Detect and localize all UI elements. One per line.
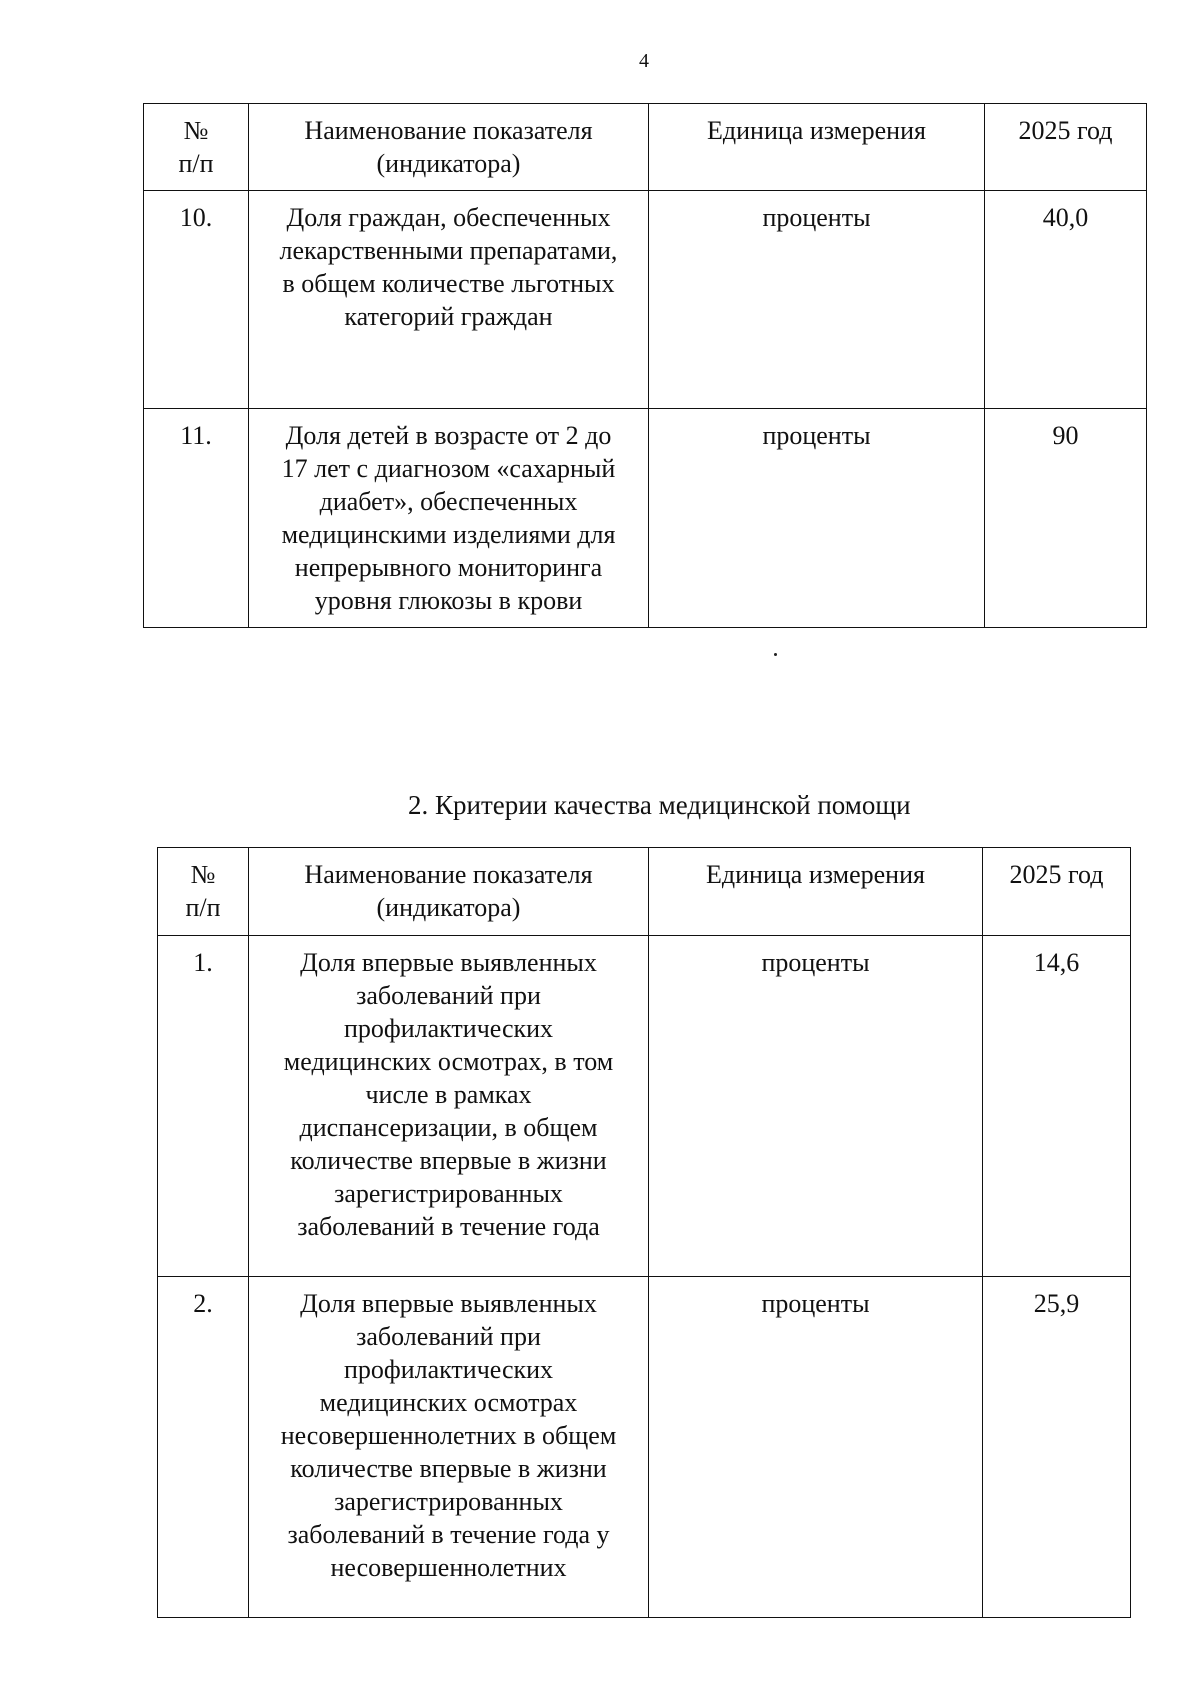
header-unit: Единица измерения bbox=[649, 848, 983, 936]
table-row bbox=[144, 409, 1147, 628]
row-indicator-name: Доля впервые выявленных заболеваний при профилактических медицинских осмотрах несовершеннолетних в общем количестве впервые в жизни зарегистрированных заболеваний в течение года у несовершеннолетних bbox=[249, 1277, 649, 1618]
row-unit: проценты bbox=[649, 936, 983, 1277]
row-number: 2. bbox=[158, 1277, 249, 1618]
scan-speck bbox=[774, 653, 777, 656]
row-unit: проценты bbox=[649, 191, 985, 409]
header-indicator-name: Наименование показателя (индикатора) bbox=[249, 104, 649, 191]
row-unit: проценты bbox=[649, 1277, 983, 1618]
row-number: 11. bbox=[144, 409, 249, 628]
row-value: 40,0 bbox=[985, 191, 1147, 409]
table-header-row bbox=[158, 848, 1131, 936]
table-row bbox=[158, 1277, 1131, 1618]
indicators-table bbox=[143, 103, 1147, 628]
header-number: № п/п bbox=[158, 848, 249, 936]
row-number: 10. bbox=[144, 191, 249, 409]
criteria-table bbox=[157, 847, 1131, 1618]
row-indicator-name: Доля детей в возрасте от 2 до 17 лет с диагнозом «сахарный диабет», обеспеченных медицинскими изделиями для непрерывного мониторинга уровня глюкозы в крови bbox=[249, 409, 649, 628]
header-year: 2025 год bbox=[983, 848, 1131, 936]
page-number: 4 bbox=[639, 50, 649, 72]
row-indicator-name: Доля впервые выявленных заболеваний при профилактических медицинских осмотрах, в том числе в рамках диспансеризации, в общем количестве впервые в жизни зарегистрированных заболеваний в течение года bbox=[249, 936, 649, 1277]
row-number: 1. bbox=[158, 936, 249, 1277]
table-row bbox=[158, 936, 1131, 1277]
header-unit: Единица измерения bbox=[649, 104, 985, 191]
header-number: № п/п bbox=[144, 104, 249, 191]
header-year: 2025 год bbox=[985, 104, 1147, 191]
row-unit: проценты bbox=[649, 409, 985, 628]
row-value: 14,6 bbox=[983, 936, 1131, 1277]
row-value: 25,9 bbox=[983, 1277, 1131, 1618]
table-header-row bbox=[144, 104, 1147, 191]
header-indicator-name: Наименование показателя (индикатора) bbox=[249, 848, 649, 936]
section-title: 2. Критерии качества медицинской помощи bbox=[408, 790, 911, 820]
table-row bbox=[144, 191, 1147, 409]
row-value: 90 bbox=[985, 409, 1147, 628]
row-indicator-name: Доля граждан, обеспеченных лекарственными препаратами, в общем количестве льготных категорий граждан bbox=[249, 191, 649, 409]
